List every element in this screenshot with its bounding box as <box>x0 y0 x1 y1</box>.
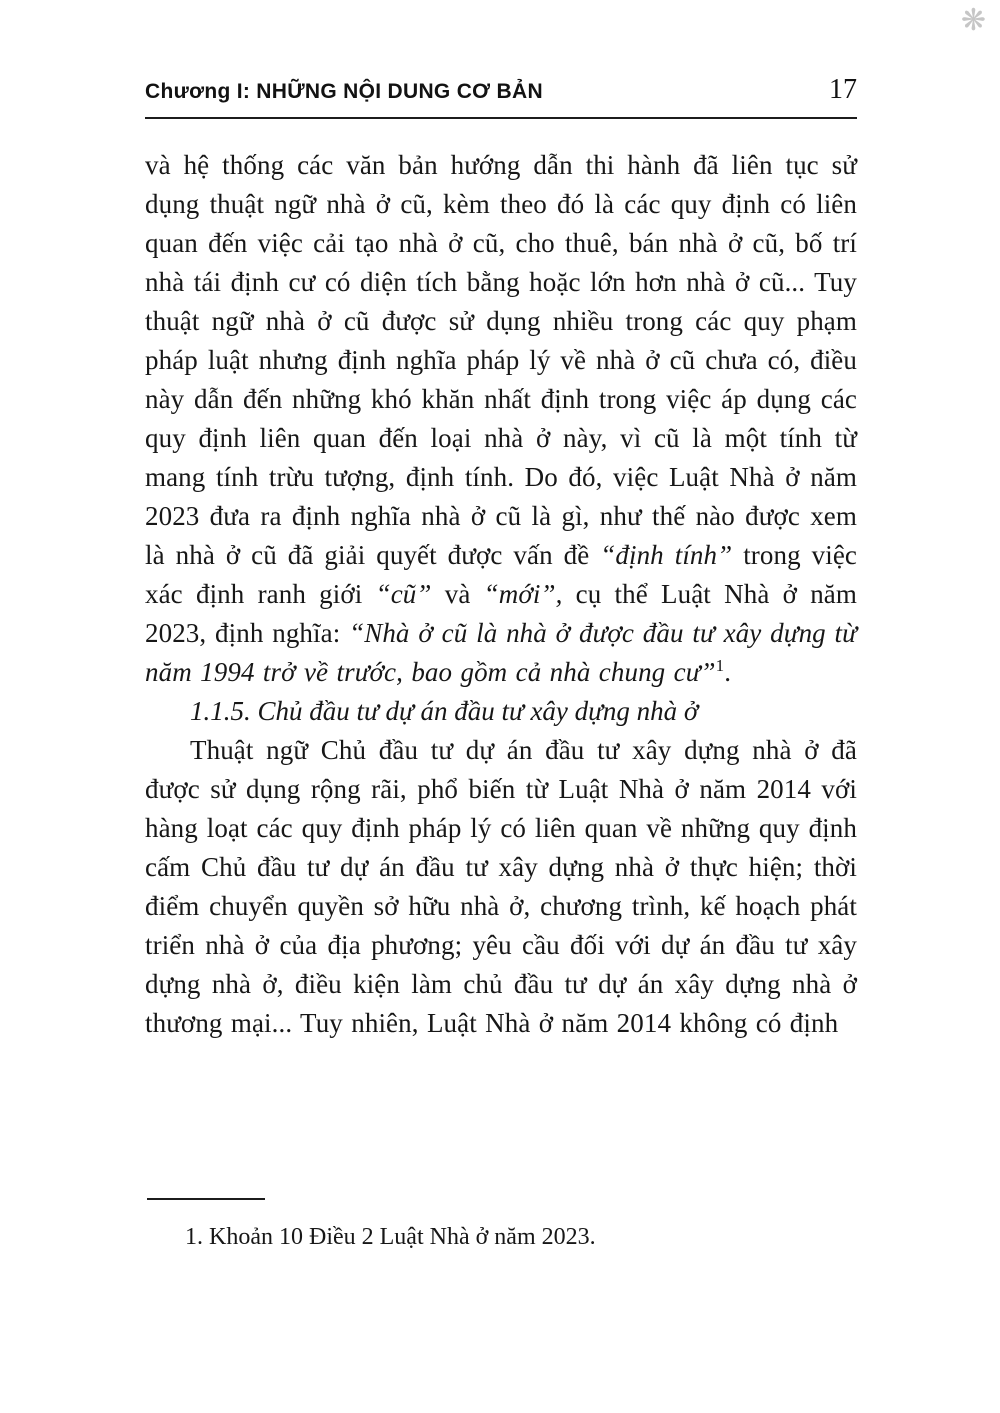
footnote: 1. Khoản 10 Điều 2 Luật Nhà ở năm 2023. <box>185 1224 596 1250</box>
quoted-term: “cũ” <box>375 579 432 609</box>
flower-icon: ❋ <box>960 4 986 37</box>
page-number: 17 <box>829 74 857 105</box>
footnote-area <box>145 1198 857 1254</box>
text-run: và <box>431 579 484 609</box>
paragraph-2: Thuật ngữ Chủ đầu tư dự án đầu tư xây dựng nhà ở đã được sử dụng rộng rãi, phổ biến từ Luật Nhà ở năm 2014 với hàng loạt các quy định pháp lý có liên quan về những quy định cấm Chủ đầu tư dự án đầu tư xây dựng nhà ở thực hiện; thời điểm chuyển quyền sở hữu nhà ở, chương trình, kế hoạch phát triển nhà ở của địa phương; yêu cầu đối với dự án đầu tư xây dựng nhà ở, điều kiện làm chủ đầu tư dự án xây dựng nhà ở thương mại... Tuy nhiên, Luật Nhà ở năm 2014 không có định <box>145 735 857 1038</box>
quoted-term: “mới”, <box>483 579 563 609</box>
quoted-term: “định tính” <box>600 540 733 570</box>
footnote-reference: 1 <box>715 656 725 675</box>
page-header <box>145 74 857 119</box>
text-run: cụ thể Luật Nhà ở năm 2023, định nghĩa: <box>145 579 857 648</box>
paragraph-continued <box>145 146 857 692</box>
chapter-header: Chương I: NHỮNG NỘI DUNG CƠ BẢN <box>145 80 543 103</box>
legal-definition-quote: “Nhà ở cũ là nhà ở được đầu tư xây dựng từ năm 1994 trở về trước, bao gồm cả nhà chung cư” <box>145 618 857 687</box>
page-body <box>145 146 857 1043</box>
footnote-divider <box>147 1198 265 1200</box>
text-run: . <box>724 657 732 687</box>
section-heading-1-1-5: 1.1.5. Chủ đầu tư dự án đầu tư xây dựng nhà ở <box>190 696 699 726</box>
text-run: trong việc xác định ranh giới <box>145 540 857 609</box>
text-run: và hệ thống các văn bản hướng dẫn thi hành đã liên tục sử dụng thuật ngữ nhà ở cũ, kèm theo đó là các quy định có liên quan đến việc cải tạo nhà ở cũ, cho thuê, bán nhà ở cũ, bố trí nhà tái định cư có diện tích bằng hoặc lớn hơn nhà ở cũ... Tuy thuật ngữ nhà ở cũ được sử dụng nhiều trong các quy phạm pháp luật nhưng định nghĩa pháp lý về nhà ở cũ chưa có, điều này dẫn đến những khó khăn nhất định trong việc áp dụng các quy định liên quan đến loại nhà ở này, vì cũ là một tính từ mang tính trừu tượng, định tính. Do đó, việc Luật Nhà ở năm 2023 đưa ra định nghĩa nhà ở cũ là gì, như thế nào được xem là nhà ở cũ đã giải quyết được vấn đề <box>145 150 857 570</box>
